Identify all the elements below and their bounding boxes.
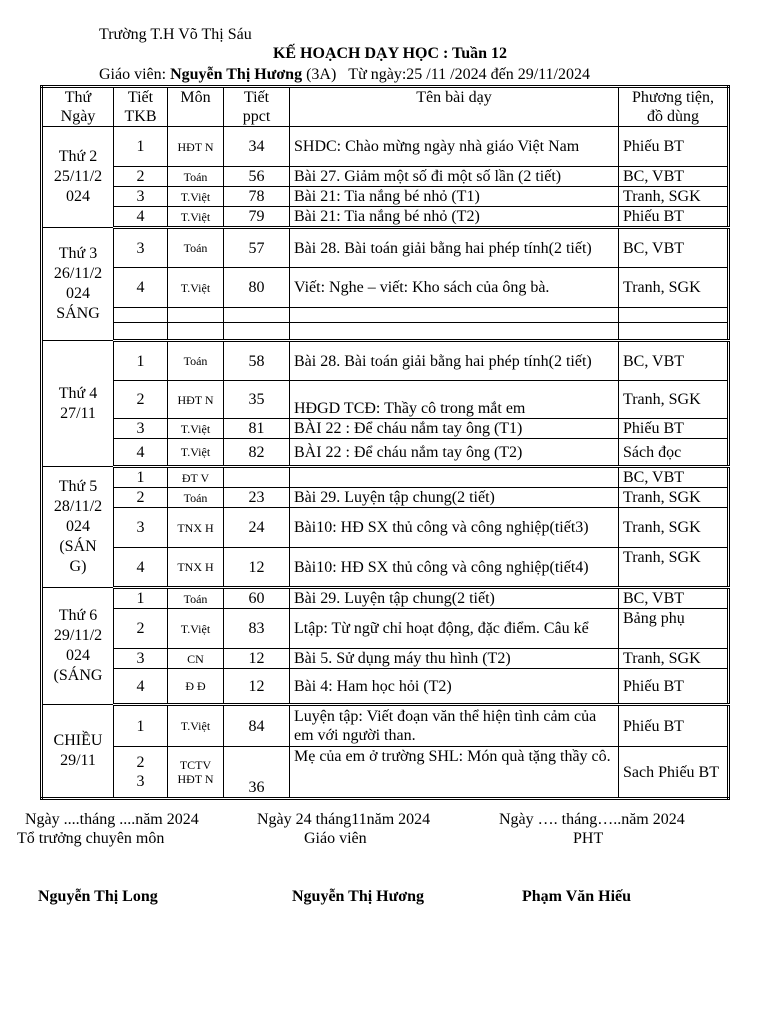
table-row: [42, 705, 729, 747]
ppct-cell: [224, 467, 290, 488]
subject-cell: HĐT N: [168, 381, 224, 419]
day-label-line: Thứ 6: [58, 607, 98, 624]
right-sign-name: [522, 888, 631, 906]
table-row: [42, 207, 729, 228]
ppct-cell: 35: [224, 381, 290, 419]
empty-cell: [619, 323, 729, 341]
subject-cell: CN: [168, 649, 224, 669]
teacher-class: (3A): [302, 66, 337, 83]
lesson-cell: Bài 21: Tia nắng bé nhỏ (T1): [290, 187, 619, 207]
lesson-cell: Bài 5. Sử dụng máy thu hình (T2): [290, 649, 619, 669]
day-label-line: 25/11/2: [53, 168, 103, 185]
subject-cell: Toán: [168, 167, 224, 187]
lesson-cell: [290, 467, 619, 488]
col-header-period-line1: Tiết: [127, 89, 154, 106]
materials-cell: Tranh, SGK: [619, 187, 729, 207]
day-label-line: 28/11/2: [53, 498, 103, 515]
right-sign-role: PHT: [573, 830, 604, 847]
day-cell: [42, 705, 114, 799]
col-header-ppct-line2: ppct: [242, 108, 271, 125]
subject-cell: TNX H: [168, 508, 224, 548]
materials-cell: Tranh, SGK: [619, 268, 729, 308]
subject-cell: ĐT V: [168, 467, 224, 488]
mid-sign-name: [292, 888, 424, 906]
period-cell: 1: [114, 341, 168, 381]
lesson-cell: Ltập: Từ ngữ chỉ hoạt động, đặc điểm. Câu kể: [290, 609, 619, 649]
lesson-plan-table: [40, 85, 730, 800]
left-sign-role: Tổ trưởng chuyên môn: [17, 830, 165, 847]
day-label-line: SÁNG: [56, 305, 100, 322]
materials-cell: Tranh, SGK: [619, 649, 729, 669]
col-header-day-line2: Ngày: [60, 108, 96, 125]
materials-cell: BC, VBT: [619, 588, 729, 609]
subject-cell: Toán: [168, 588, 224, 609]
period-cell: 2: [114, 381, 168, 419]
lesson-cell: Mẹ của em ở trường SHL: Món quà tặng thầy cô.: [290, 747, 619, 799]
day-label-line: G): [69, 558, 87, 575]
lesson-cell: Bài10: HĐ SX thủ công và công nghiệp(tiết4): [290, 548, 619, 588]
day-cell: [42, 467, 114, 588]
left-sign-name-text: Nguyễn Thị Long: [38, 888, 158, 905]
day-cell: [42, 588, 114, 705]
materials-cell: Tranh, SGK: [619, 548, 729, 588]
table-row: [42, 467, 729, 488]
lesson-cell: Viết: Nghe – viết: Kho sách của ông bà.: [290, 268, 619, 308]
lesson-cell: Bài 29. Luyện tập chung(2 tiết): [290, 488, 619, 508]
table-row: [42, 228, 729, 268]
period-cell: 3: [114, 649, 168, 669]
lesson-cell: Bài 27. Giảm một số đi một số lần (2 tiết): [290, 167, 619, 187]
day-cell: [42, 341, 114, 467]
mid-sign-date: Ngày 24 tháng11năm 2024: [257, 811, 431, 828]
period-cell: 4: [114, 548, 168, 588]
right-sign-name-text: Phạm Văn Hiếu: [522, 888, 632, 905]
materials-cell: BC, VBT: [619, 467, 729, 488]
lesson-cell: BÀI 22 : Để cháu nắm tay ông (T1): [290, 419, 619, 439]
period-cell: 1: [114, 467, 168, 488]
ppct-cell: 12: [224, 649, 290, 669]
period-cell: 1: [114, 127, 168, 167]
ppct-cell: 80: [224, 268, 290, 308]
day-cell: [42, 127, 114, 228]
teacher-name: Nguyễn Thị Hương: [170, 66, 303, 83]
materials-cell: Phiếu BT: [619, 669, 729, 705]
subject-cell: Toán: [168, 341, 224, 381]
table-row: [42, 308, 729, 323]
col-header-period-line2: TKB: [124, 108, 157, 125]
school-name: Trường T.H Võ Thị Sáu: [99, 26, 252, 43]
table-row: [42, 588, 729, 609]
day-label-line: 29/11: [60, 752, 96, 769]
table-row: [42, 341, 729, 381]
subject-cell: TCTV HĐT N: [168, 747, 224, 799]
left-sign-date: Ngày ....tháng ....năm 2024: [25, 811, 199, 828]
ppct-cell: 34: [224, 127, 290, 167]
period-cell: 4: [114, 207, 168, 228]
period-cell: 2: [114, 488, 168, 508]
table-row: [42, 381, 729, 419]
period-cell: 3: [114, 228, 168, 268]
table-row: [42, 649, 729, 669]
empty-cell: [290, 323, 619, 341]
period-cell: 3: [114, 419, 168, 439]
lesson-cell: Luyện tập: Viết đoạn văn thể hiện tình cảm của em với người than.: [290, 705, 619, 747]
materials-cell: BC, VBT: [619, 167, 729, 187]
empty-cell: [224, 308, 290, 323]
subject-cell: T.Việt: [168, 187, 224, 207]
materials-cell: Phiếu BT: [619, 127, 729, 167]
empty-cell: [224, 323, 290, 341]
day-label-line: Thứ 4: [58, 384, 98, 402]
table-row: [42, 268, 729, 308]
day-label-line: (SÁN: [59, 538, 97, 555]
empty-cell: [168, 323, 224, 341]
subject-cell: T.Việt: [168, 439, 224, 467]
ppct-cell: 81: [224, 419, 290, 439]
subject-cell: Đ Đ: [168, 669, 224, 705]
day-label-line: (SÁNG: [53, 667, 103, 684]
empty-cell: [168, 308, 224, 323]
lesson-cell: HĐGD TCĐ: Thầy cô trong mắt em: [290, 381, 619, 419]
left-sign-name: [38, 888, 158, 906]
day-label-line: 024: [66, 647, 90, 664]
table-row: [42, 127, 729, 167]
table-row: [42, 548, 729, 588]
empty-cell: [114, 308, 168, 323]
table-header-row: [42, 87, 729, 127]
materials-cell: Sach Phiếu BT: [619, 747, 729, 799]
col-header-materials: [619, 87, 729, 127]
ppct-cell: 12: [224, 669, 290, 705]
materials-cell: Bảng phụ: [619, 609, 729, 649]
mid-sign-role: Giáo viên: [304, 830, 367, 847]
col-header-ppct: [224, 87, 290, 127]
teacher-line: [99, 66, 590, 84]
materials-cell: Tranh, SGK: [619, 381, 729, 419]
period-cell: 2 3: [114, 747, 168, 799]
table-row: [42, 488, 729, 508]
period-cell: 1: [114, 705, 168, 747]
mid-sign-name-text: Nguyễn Thị Hương: [292, 888, 424, 905]
col-header-materials-line1: Phương tiện,: [631, 89, 715, 106]
lesson-cell: Bài 29. Luyện tập chung(2 tiết): [290, 588, 619, 609]
col-header-subject: Môn: [168, 87, 224, 127]
day-cell: [42, 228, 114, 341]
period-cell: 2: [114, 609, 168, 649]
lesson-cell: Bài10: HĐ SX thủ công và công nghiệp(tiết3): [290, 508, 619, 548]
ppct-cell: 24: [224, 508, 290, 548]
period-cell: 1: [114, 588, 168, 609]
day-label-line: Thứ 3: [58, 245, 98, 262]
subject-cell: TNX H: [168, 548, 224, 588]
lesson-cell: Bài 28. Bài toán giải bằng hai phép tính(2 tiết): [290, 228, 619, 268]
ppct-cell: 12: [224, 548, 290, 588]
date-range: Từ ngày:25 /11 /2024 đến 29/11/2024: [348, 66, 590, 83]
day-label-line: 024: [66, 188, 90, 205]
materials-cell: Phiếu BT: [619, 419, 729, 439]
period-cell: 4: [114, 439, 168, 467]
subject-cell: T.Việt: [168, 207, 224, 228]
lesson-cell: Bài 21: Tia nắng bé nhỏ (T2): [290, 207, 619, 228]
table-row: [42, 323, 729, 341]
col-header-day-line1: Thứ: [64, 89, 92, 106]
col-header-day: [42, 87, 114, 127]
lesson-cell: Bài 4: Ham học hỏi (T2): [290, 669, 619, 705]
subject-cell: T.Việt: [168, 705, 224, 747]
ppct-cell: 84: [224, 705, 290, 747]
subject-cell: HĐT N: [168, 127, 224, 167]
ppct-cell: 79: [224, 207, 290, 228]
col-header-materials-line2: đồ dùng: [647, 108, 699, 125]
day-label-line: Thứ 2: [58, 148, 98, 165]
ppct-cell: 57: [224, 228, 290, 268]
col-header-period: [114, 87, 168, 127]
ppct-cell: 60: [224, 588, 290, 609]
period-cell: 3: [114, 508, 168, 548]
lesson-cell: BÀI 22 : Để cháu nắm tay ông (T2): [290, 439, 619, 467]
day-label-line: CHIỀU: [53, 732, 103, 749]
table-row: [42, 419, 729, 439]
table-row: [42, 747, 729, 799]
materials-cell: Tranh, SGK: [619, 508, 729, 548]
table-row: [42, 439, 729, 467]
ppct-cell: 56: [224, 167, 290, 187]
empty-cell: [619, 308, 729, 323]
col-header-lesson: Tên bài dạy: [290, 87, 619, 127]
day-label-line: 26/11/2: [53, 265, 103, 282]
materials-cell: Tranh, SGK: [619, 488, 729, 508]
table-row: [42, 508, 729, 548]
ppct-cell: 82: [224, 439, 290, 467]
ppct-cell: 83: [224, 609, 290, 649]
lesson-cell: SHDC: Chào mừng ngày nhà giáo Việt Nam: [290, 127, 619, 167]
subject-cell: T.Việt: [168, 268, 224, 308]
ppct-cell: 36: [224, 747, 290, 799]
subject-cell: Toán: [168, 488, 224, 508]
subject-cell: T.Việt: [168, 609, 224, 649]
period-cell: 4: [114, 268, 168, 308]
day-label-line: Thứ 5: [58, 478, 98, 495]
table-row: [42, 167, 729, 187]
day-label-line: 29/11/2: [53, 627, 103, 644]
materials-cell: BC, VBT: [619, 228, 729, 268]
ppct-cell: 78: [224, 187, 290, 207]
empty-cell: [114, 323, 168, 341]
table-row: [42, 609, 729, 649]
col-header-ppct-line1: Tiết: [243, 89, 270, 106]
day-label-line: 024: [66, 518, 90, 535]
page-title: KẾ HOẠCH DẠY HỌC : Tuần 12: [272, 45, 508, 62]
period-cell: 4: [114, 669, 168, 705]
right-sign-date: Ngày …. tháng…..năm 2024: [499, 811, 685, 828]
table-row: [42, 669, 729, 705]
period-cell: 2: [114, 167, 168, 187]
materials-cell: Sách đọc: [619, 439, 729, 467]
materials-cell: Phiếu BT: [619, 705, 729, 747]
empty-cell: [290, 308, 619, 323]
teacher-label: Giáo viên:: [99, 66, 171, 83]
materials-cell: Phiếu BT: [619, 207, 729, 228]
table-row: [42, 187, 729, 207]
ppct-cell: 23: [224, 488, 290, 508]
ppct-cell: 58: [224, 341, 290, 381]
lesson-cell: Bài 28. Bài toán giải bằng hai phép tính(2 tiết): [290, 341, 619, 381]
subject-cell: Toán: [168, 228, 224, 268]
day-label-line: 27/11: [60, 404, 96, 422]
materials-cell: BC, VBT: [619, 341, 729, 381]
day-label-line: 024: [66, 285, 90, 302]
subject-cell: T.Việt: [168, 419, 224, 439]
period-cell: 3: [114, 187, 168, 207]
